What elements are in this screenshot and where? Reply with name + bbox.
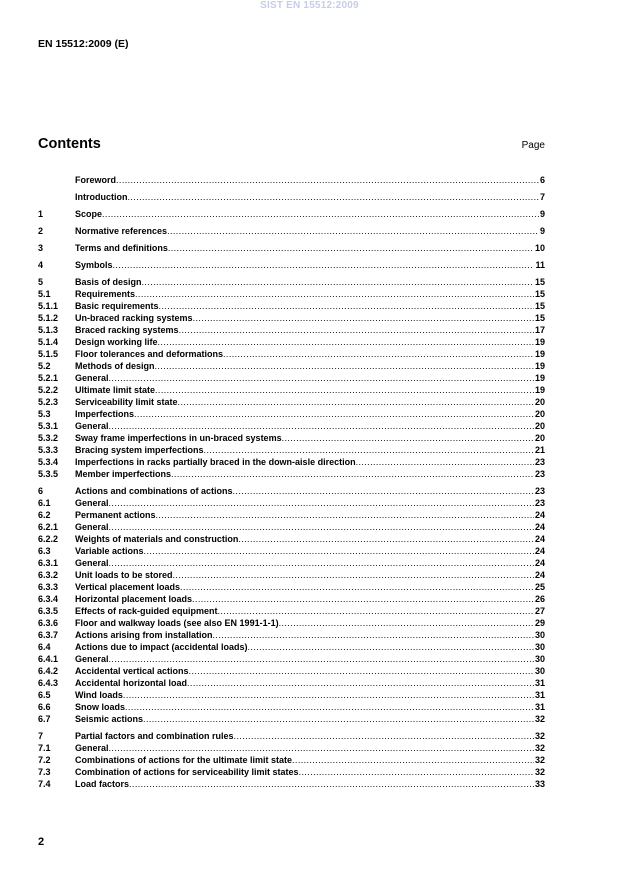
toc-entry[interactable] [38, 242, 545, 254]
toc-dot-leader [282, 432, 534, 444]
toc-entry-number: 5.3.5 [38, 469, 59, 479]
toc-entry-title: Accidental horizontal load [75, 678, 188, 688]
toc-entry-number: 5.1.1 [38, 301, 59, 311]
toc-entry-number: 6.7 [38, 714, 51, 724]
toc-dot-leader [168, 242, 534, 254]
toc-entry-page: 19 [534, 349, 545, 359]
toc-entry-number: 7.3 [38, 767, 51, 777]
toc-entry-title: Weights of materials and construction [75, 534, 239, 544]
toc-entry[interactable] [38, 456, 545, 468]
toc-entry-title: Basis of design [75, 277, 142, 287]
toc-entry-number: 6.6 [38, 702, 51, 712]
toc-entry-title: Vertical placement loads [75, 582, 181, 592]
toc-entry-page: 24 [534, 534, 545, 544]
toc-entry-number: 5.1.2 [38, 313, 59, 323]
toc-entry-number: 6.3.1 [38, 558, 59, 568]
toc-entry-title: Actions and combinations of actions [75, 486, 233, 496]
toc-entry-title: General [75, 498, 109, 508]
toc-entry[interactable] [38, 420, 545, 432]
toc-dot-leader [129, 778, 534, 790]
toc-entry-number: 6.4.1 [38, 654, 59, 664]
toc-entry-page: 11 [535, 260, 545, 270]
toc-entry[interactable] [38, 641, 545, 653]
toc-dot-leader [158, 336, 534, 348]
toc-entry-number: 6.3.5 [38, 606, 59, 616]
toc-dot-leader [193, 312, 534, 324]
toc-entry[interactable] [38, 348, 545, 360]
toc-entry-page: 31 [534, 678, 545, 688]
toc-entry-page: 9 [539, 226, 545, 236]
toc-entry-page: 9 [539, 209, 545, 219]
toc-entry-page: 31 [534, 702, 545, 712]
toc-entry-page: 32 [534, 755, 545, 765]
toc-entry-page: 10 [534, 243, 545, 253]
toc-entry-number: 6.1 [38, 498, 51, 508]
toc-entry-title: Accidental vertical actions [75, 666, 189, 676]
toc-entry[interactable] [38, 288, 545, 300]
toc-entry-number: 7.2 [38, 755, 51, 765]
toc-entry-page: 31 [534, 690, 545, 700]
toc-entry[interactable] [38, 432, 545, 444]
toc-entry-page: 23 [534, 498, 545, 508]
toc-entry-title: Basic requirements [75, 301, 159, 311]
toc-entry[interactable] [38, 557, 545, 569]
toc-entry-page: 17 [534, 325, 545, 335]
toc-entry-page: 27 [534, 606, 545, 616]
toc-entry-number: 6.4 [38, 642, 51, 652]
toc-entry[interactable] [38, 208, 545, 220]
toc-entry-number: 5.1.3 [38, 325, 59, 335]
toc-entry-number: 6.4.2 [38, 666, 59, 676]
toc-entry-page: 23 [534, 457, 545, 467]
toc-dot-leader [109, 372, 534, 384]
toc-dot-leader [134, 408, 534, 420]
toc-entry-title: Terms and definitions [75, 243, 168, 253]
toc-entry-page: 20 [534, 397, 545, 407]
toc-dot-leader [279, 617, 534, 629]
toc-entry-title: Normative references [75, 226, 168, 236]
toc-entry-page: 30 [534, 666, 545, 676]
toc-entry[interactable] [38, 653, 545, 665]
toc-entry-page: 24 [534, 546, 545, 556]
toc-dot-leader [123, 689, 534, 701]
toc-entry-title: Snow loads [75, 702, 126, 712]
toc-entry[interactable] [38, 617, 545, 629]
toc-entry[interactable] [38, 259, 545, 271]
toc-entry[interactable] [38, 754, 545, 766]
toc-dot-leader [159, 300, 534, 312]
toc-entry-number: 6.2.1 [38, 522, 59, 532]
toc-entry[interactable] [38, 312, 545, 324]
toc-dot-leader [144, 545, 534, 557]
toc-entry[interactable] [38, 742, 545, 754]
toc-entry-page: 19 [534, 337, 545, 347]
toc-entry-title: Member imperfections [75, 469, 172, 479]
toc-dot-leader [204, 444, 534, 456]
toc-entry-title: General [75, 421, 109, 431]
toc-entry[interactable] [38, 191, 545, 203]
toc-dot-leader [299, 766, 534, 778]
contents-title: Contents [38, 136, 101, 152]
toc-entry-title: Introduction [75, 192, 128, 202]
toc-entry-number: 6.5 [38, 690, 51, 700]
toc-entry-number: 2 [38, 226, 44, 236]
toc-entry-page: 19 [534, 361, 545, 371]
toc-entry-number: 7 [38, 731, 44, 741]
toc-dot-leader [102, 208, 539, 220]
toc-entry[interactable] [38, 778, 545, 790]
toc-entry-title: Imperfections [75, 409, 135, 419]
toc-entry-number: 7.4 [38, 779, 51, 789]
toc-entry-page: 21 [534, 445, 545, 455]
toc-entry[interactable] [38, 766, 545, 778]
toc-entry-page: 29 [534, 618, 545, 628]
toc-entry-title: Permanent actions [75, 510, 156, 520]
toc-entry-number: 5.3.1 [38, 421, 59, 431]
toc-entry-number: 1 [38, 209, 44, 219]
toc-dot-leader [292, 754, 534, 766]
toc-entry-page: 24 [534, 570, 545, 580]
toc-dot-leader [213, 629, 534, 641]
toc-entry-title: Imperfections in racks partially braced in the down-aisle direction [75, 457, 356, 467]
toc-entry[interactable] [38, 485, 545, 497]
toc-entry-number: 5.2 [38, 361, 51, 371]
table-of-contents [38, 174, 545, 790]
toc-entry-page: 32 [534, 743, 545, 753]
toc-dot-leader [113, 259, 535, 271]
toc-entry-title: Scope [75, 209, 103, 219]
toc-entry[interactable] [38, 665, 545, 677]
toc-entry[interactable] [38, 497, 545, 509]
toc-dot-leader [109, 497, 534, 509]
toc-entry-page: 30 [534, 642, 545, 652]
toc-entry-title: Unit loads to be stored [75, 570, 173, 580]
toc-entry-page: 15 [534, 277, 545, 287]
toc-entry-page: 19 [534, 385, 545, 395]
toc-entry-page: 26 [534, 594, 545, 604]
toc-entry-number: 6.2.2 [38, 534, 59, 544]
toc-dot-leader [156, 509, 534, 521]
toc-entry-page: 20 [534, 421, 545, 431]
toc-entry-number: 6.3 [38, 546, 51, 556]
toc-entry-page: 20 [534, 433, 545, 443]
toc-entry-page: 25 [534, 582, 545, 592]
toc-entry-title: Variable actions [75, 546, 144, 556]
toc-entry[interactable] [38, 730, 545, 742]
toc-entry-title: Floor tolerances and deformations [75, 349, 224, 359]
toc-entry-title: Methods of design [75, 361, 155, 371]
toc-dot-leader [179, 324, 534, 336]
toc-entry-number: 5.3 [38, 409, 51, 419]
toc-entry-title: Partial factors and combination rules [75, 731, 234, 741]
toc-entry[interactable] [38, 360, 545, 372]
toc-entry-title: Symbols [75, 260, 113, 270]
toc-dot-leader [109, 653, 534, 665]
toc-entry[interactable] [38, 324, 545, 336]
toc-entry-title: Load factors [75, 779, 130, 789]
toc-entry-page: 7 [539, 192, 545, 202]
toc-entry[interactable] [38, 444, 545, 456]
toc-entry-title: Actions arising from installation [75, 630, 213, 640]
toc-entry-title: Wind loads [75, 690, 123, 700]
toc-entry[interactable] [38, 468, 545, 480]
toc-entry-number: 6.3.7 [38, 630, 59, 640]
toc-dot-leader [178, 396, 534, 408]
toc-dot-leader [234, 730, 534, 742]
toc-entry-page: 23 [534, 486, 545, 496]
toc-entry[interactable] [38, 300, 545, 312]
toc-entry[interactable] [38, 408, 545, 420]
toc-entry[interactable] [38, 605, 545, 617]
toc-dot-leader [116, 174, 539, 186]
page-column-label: Page [521, 140, 545, 151]
toc-entry[interactable] [38, 629, 545, 641]
toc-entry[interactable] [38, 225, 545, 237]
toc-dot-leader [109, 557, 534, 569]
toc-entry-page: 24 [534, 510, 545, 520]
toc-dot-leader [189, 665, 534, 677]
toc-entry-number: 6.4.3 [38, 678, 59, 688]
toc-entry[interactable] [38, 372, 545, 384]
toc-entry-title: General [75, 654, 109, 664]
toc-entry-title: Design working life [75, 337, 158, 347]
toc-entry-title: Effects of rack-guided equipment [75, 606, 218, 616]
toc-entry-page: 33 [534, 779, 545, 789]
toc-entry-number: 6.3.3 [38, 582, 59, 592]
standard-header: EN 15512:2009 (E) [38, 38, 129, 50]
toc-entry[interactable] [38, 396, 545, 408]
toc-entry-title: Combinations of actions for the ultimate limit state [75, 755, 293, 765]
toc-entry[interactable] [38, 581, 545, 593]
toc-entry-title: General [75, 522, 109, 532]
toc-entry-number: 6.2 [38, 510, 51, 520]
toc-entry-number: 4 [38, 260, 44, 270]
toc-entry-title: General [75, 743, 109, 753]
toc-dot-leader [109, 521, 534, 533]
toc-entry[interactable] [38, 569, 545, 581]
toc-entry-page: 32 [534, 714, 545, 724]
toc-entry-number: 5.2.3 [38, 397, 59, 407]
toc-entry-number: 5.3.4 [38, 457, 59, 467]
toc-entry-title: Ultimate limit state [75, 385, 156, 395]
toc-entry-page: 30 [534, 654, 545, 664]
toc-entry-number: 5.3.3 [38, 445, 59, 455]
toc-entry[interactable] [38, 677, 545, 689]
toc-entry[interactable] [38, 384, 545, 396]
toc-entry-page: 32 [534, 767, 545, 777]
toc-dot-leader [173, 569, 534, 581]
toc-entry-page: 19 [534, 373, 545, 383]
toc-dot-leader [128, 191, 539, 203]
toc-entry-page: 24 [534, 522, 545, 532]
toc-entry-page: 32 [534, 731, 545, 741]
toc-entry-number: 5.1.4 [38, 337, 59, 347]
toc-dot-leader [187, 677, 534, 689]
toc-entry-title: Combination of actions for serviceability limit states [75, 767, 299, 777]
toc-dot-leader [109, 420, 534, 432]
toc-entry-number: 6.3.4 [38, 594, 59, 604]
toc-entry-number: 5.1.5 [38, 349, 59, 359]
toc-entry[interactable] [38, 593, 545, 605]
toc-entry-title: Horizontal placement loads [75, 594, 193, 604]
toc-entry[interactable] [38, 701, 545, 713]
toc-dot-leader [248, 641, 534, 653]
toc-entry-title: Actions due to impact (accidental loads) [75, 642, 248, 652]
toc-entry[interactable] [38, 174, 545, 186]
toc-dot-leader [180, 581, 534, 593]
toc-entry[interactable] [38, 689, 545, 701]
toc-entry-title: Serviceability limit state [75, 397, 178, 407]
toc-dot-leader [192, 593, 534, 605]
toc-entry-page: 30 [534, 630, 545, 640]
toc-entry-title: Sway frame imperfections in un-braced systems [75, 433, 282, 443]
toc-dot-leader [218, 605, 534, 617]
toc-entry[interactable] [38, 276, 545, 288]
toc-dot-leader [167, 225, 539, 237]
watermark: SIST EN 15512:2009 [260, 0, 359, 11]
toc-entry[interactable] [38, 521, 545, 533]
toc-dot-leader [155, 360, 534, 372]
toc-entry-title: Seismic actions [75, 714, 144, 724]
toc-entry-number: 3 [38, 243, 44, 253]
toc-dot-leader [155, 384, 534, 396]
toc-entry-number: 5.3.2 [38, 433, 59, 443]
toc-entry-title: Foreword [75, 175, 117, 185]
toc-entry-number: 5.1 [38, 289, 51, 299]
toc-entry[interactable] [38, 713, 545, 725]
toc-entry-page: 15 [534, 301, 545, 311]
toc-entry-number: 6.3.6 [38, 618, 59, 628]
toc-entry-number: 6.3.2 [38, 570, 59, 580]
toc-dot-leader [125, 701, 534, 713]
toc-entry-title: Un-braced racking systems [75, 313, 193, 323]
toc-dot-leader [171, 468, 534, 480]
toc-entry-number: 5 [38, 277, 44, 287]
toc-entry-page: 6 [539, 175, 545, 185]
toc-entry[interactable] [38, 545, 545, 557]
toc-entry-number: 5.2.2 [38, 385, 59, 395]
page-number: 2 [38, 836, 45, 848]
toc-dot-leader [356, 456, 534, 468]
toc-entry-title: Requirements [75, 289, 136, 299]
toc-entry-title: Bracing system imperfections [75, 445, 204, 455]
toc-dot-leader [233, 485, 534, 497]
toc-dot-leader [135, 288, 534, 300]
toc-entry-number: 7.1 [38, 743, 51, 753]
toc-entry-title: General [75, 558, 109, 568]
toc-entry-number: 6 [38, 486, 44, 496]
toc-entry[interactable] [38, 533, 545, 545]
toc-entry-page: 24 [534, 558, 545, 568]
toc-dot-leader [238, 533, 534, 545]
toc-entry-page: 23 [534, 469, 545, 479]
toc-entry[interactable] [38, 336, 545, 348]
toc-entry-title: Braced racking systems [75, 325, 179, 335]
toc-dot-leader [109, 742, 534, 754]
toc-dot-leader [142, 276, 534, 288]
toc-entry-page: 15 [534, 289, 545, 299]
toc-entry-page: 20 [534, 409, 545, 419]
toc-entry[interactable] [38, 509, 545, 521]
toc-entry-page: 15 [534, 313, 545, 323]
toc-entry-title: Floor and walkway loads (see also EN 1991-1-1) [75, 618, 279, 628]
toc-dot-leader [223, 348, 534, 360]
toc-entry-title: General [75, 373, 109, 383]
toc-entry-number: 5.2.1 [38, 373, 59, 383]
toc-dot-leader [143, 713, 534, 725]
